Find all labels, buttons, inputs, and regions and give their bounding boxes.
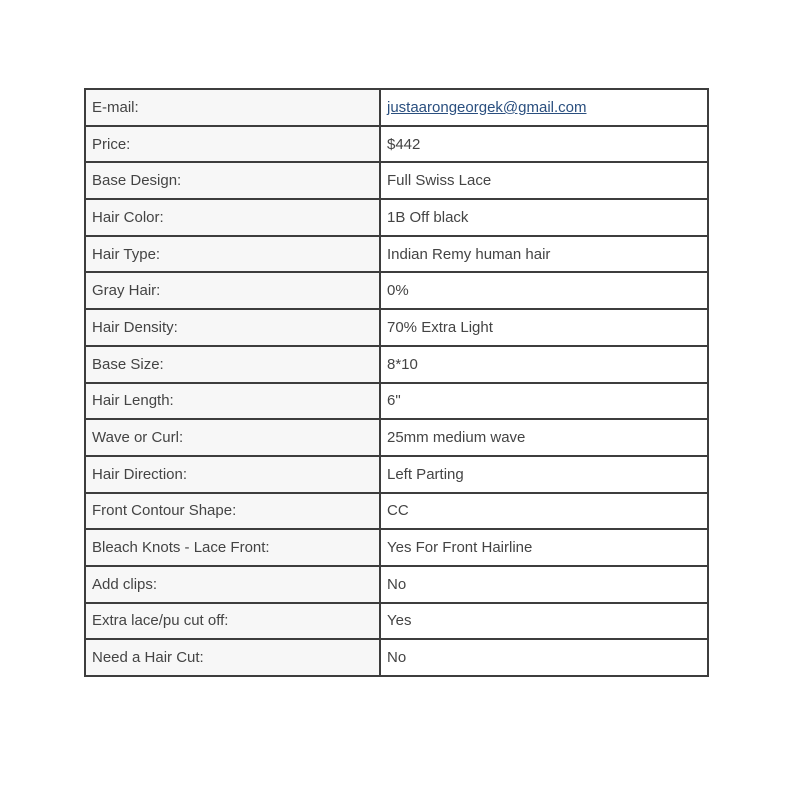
row-label: Hair Direction:: [85, 456, 380, 493]
table-row-base-design: [85, 162, 708, 199]
table-row-wave-or-curl: [85, 419, 708, 456]
table-row-price: [85, 126, 708, 163]
row-label: Front Contour Shape:: [85, 493, 380, 530]
row-label: Wave or Curl:: [85, 419, 380, 456]
table-row-extra-lace-cut-off: [85, 603, 708, 640]
row-label: Bleach Knots - Lace Front:: [85, 529, 380, 566]
row-value-cell: [380, 89, 708, 126]
table-row-bleach-knots: [85, 529, 708, 566]
row-label: Extra lace/pu cut off:: [85, 603, 380, 640]
row-value: No: [380, 566, 708, 603]
table-row-front-contour-shape: [85, 493, 708, 530]
row-value: Yes For Front Hairline: [380, 529, 708, 566]
row-value: 6": [380, 383, 708, 420]
table-row-hair-length: [85, 383, 708, 420]
table-row-gray-hair: [85, 272, 708, 309]
table-row-hair-direction: [85, 456, 708, 493]
row-value: 25mm medium wave: [380, 419, 708, 456]
table-row-hair-density: [85, 309, 708, 346]
row-value: 70% Extra Light: [380, 309, 708, 346]
table-row-email: [85, 89, 708, 126]
row-value: 1B Off black: [380, 199, 708, 236]
table-row-hair-type: [85, 236, 708, 273]
row-label: Gray Hair:: [85, 272, 380, 309]
row-value: CC: [380, 493, 708, 530]
row-label: Add clips:: [85, 566, 380, 603]
email-link[interactable]: justaarongeorgek@gmail.com: [387, 98, 587, 116]
table-row-need-hair-cut: [85, 639, 708, 676]
row-value: No: [380, 639, 708, 676]
row-value: 8*10: [380, 346, 708, 383]
row-label: Hair Type:: [85, 236, 380, 273]
row-value: Left Parting: [380, 456, 708, 493]
row-label: Price:: [85, 126, 380, 163]
row-label: Base Size:: [85, 346, 380, 383]
table-row-base-size: [85, 346, 708, 383]
row-label: Base Design:: [85, 162, 380, 199]
row-label: Need a Hair Cut:: [85, 639, 380, 676]
row-label: E-mail:: [85, 89, 380, 126]
row-value: Full Swiss Lace: [380, 162, 708, 199]
row-label: Hair Color:: [85, 199, 380, 236]
row-value: 0%: [380, 272, 708, 309]
row-label: Hair Length:: [85, 383, 380, 420]
row-value: Yes: [380, 603, 708, 640]
row-label: Hair Density:: [85, 309, 380, 346]
row-value: Indian Remy human hair: [380, 236, 708, 273]
table-row-hair-color: [85, 199, 708, 236]
table-row-add-clips: [85, 566, 708, 603]
row-value: $442: [380, 126, 708, 163]
order-details-table: [84, 88, 709, 677]
